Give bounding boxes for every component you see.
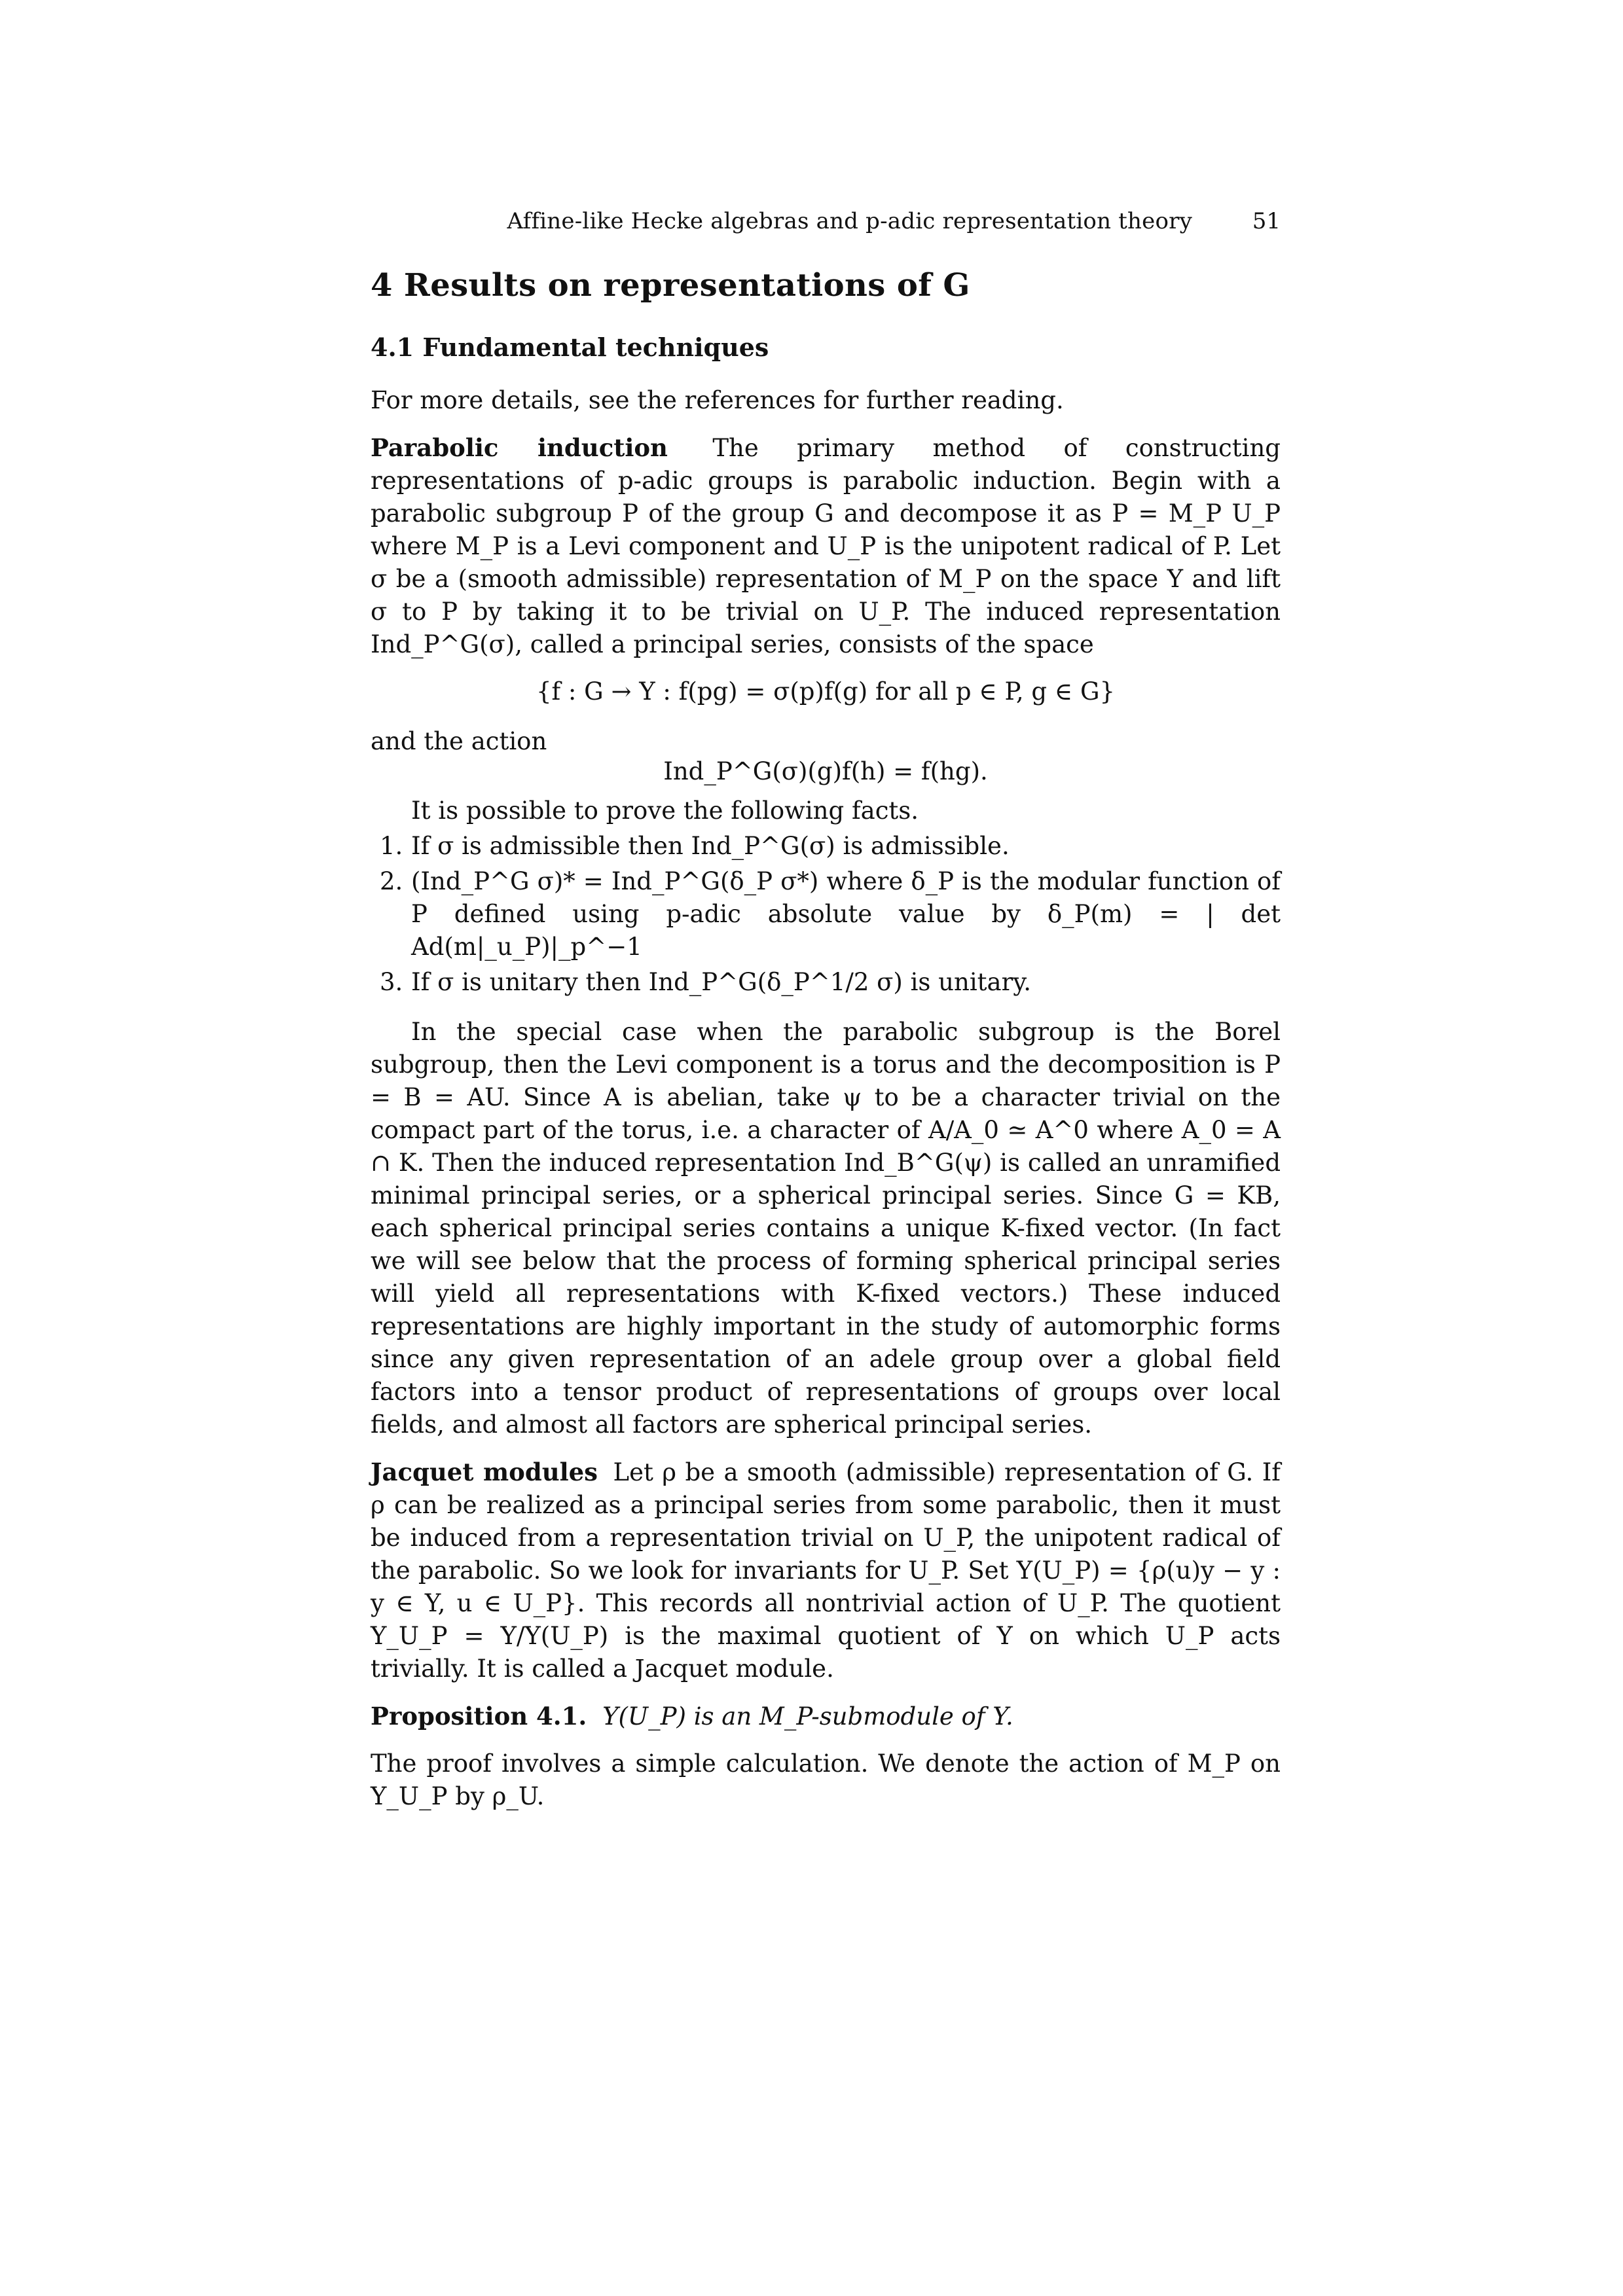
display-equation-action: Ind_P^G(σ)(g)f(h) = f(hg). <box>663 757 988 785</box>
list-item-text: (Ind_P^G σ)* = Ind_P^G(δ_P σ*) where δ_P is the modular function of P defined using p-adic absolute value by δ_P(m) = | det Ad(m|_u_P)|_p^−1 <box>411 867 1281 961</box>
facts-intro: It is possible to prove the following facts. <box>411 797 919 825</box>
list-item-number: 3. <box>380 968 403 996</box>
list-item-number: 2. <box>380 867 403 895</box>
jacquet-text: Let ρ be a smooth (admissible) representation of G. If ρ can be realized as a principal series from some parabolic, then it must be induced from a representation trivial on U_P, the unipotent radical of the parabolic. So we look for invariants for U_P. Set Y(U_P) = {ρ(u)y − y : y ∈ Y, u ∈ U_P}. This records all nontrivial action of U_P. The quotient Y_U_P = Y/Y(U_P) is the maximal quotient of Y on which U_P acts trivially. It is called a Jacquet module. <box>371 1458 1281 1683</box>
intro-paragraph: For more details, see the references for further reading. <box>371 386 1064 414</box>
running-head <box>371 203 1281 242</box>
list-item <box>371 830 1281 863</box>
list-item-text: If σ is unitary then Ind_P^G(δ_P^1/2 σ) is unitary. <box>411 968 1032 996</box>
page-number: 51 <box>1252 208 1281 234</box>
parabolic-text: The primary method of constructing representations of p-adic groups is parabolic induction. Begin with a parabolic subgroup P of the group G and decompose it as P = M_P U_P where M_P is a Levi component and U_P is the unipotent radical of P. Let σ be a (smooth admissible) representation of M_P on the space Y and lift σ to P by taking it to be trivial on U_P. The induced representation Ind_P^G(σ), called a principal series, consists of the space <box>371 434 1281 658</box>
list-item-number: 1. <box>380 832 403 860</box>
parabolic-paragraph <box>371 431 1281 661</box>
proposition-label: Proposition 4.1. <box>371 1702 587 1731</box>
parabolic-heading: Parabolic induction <box>371 433 668 462</box>
proposition <box>371 1700 1281 1733</box>
special-case-paragraph: In the special case when the parabolic subgroup is the Borel subgroup, then the Levi component is a torus and the decomposition is P = B = AU. Since A is abelian, take ψ to be a character trivial on the compact part of the torus, i.e. a character of A/A_0 ≃ A^0 where A_0 = A ∩ K. Then the induced representation Ind_B^G(ψ) is called an unramified minimal principal series, or a spherical principal series. Since G = KB, each spherical principal series contains a unique K-fixed vector. (In fact we will see below that the process of forming spherical principal series will yield all representations with K-fixed vectors.) These induced representations are highly important in the study of automorphic forms since any given representation of an adele group over a global field factors into a tensor product of representations of groups over local fields, and almost all factors are spherical principal series. <box>371 1018 1281 1439</box>
subsection-title: 4.1 Fundamental techniques <box>371 332 769 362</box>
list-item <box>371 865 1281 963</box>
display-equation-space: {f : G → Y : f(pg) = σ(p)f(g) for all p ∈ P, g ∈ G} <box>536 677 1116 706</box>
running-title: Affine-like Hecke algebras and p-adic representation theory <box>507 208 1192 234</box>
and-action-line: and the action <box>371 727 547 755</box>
facts-list <box>371 830 1281 999</box>
closing-paragraph: The proof involves a simple calculation. We denote the action of M_P on Y_U_P by ρ_U. <box>371 1749 1281 1810</box>
list-item-text: If σ is admissible then Ind_P^G(σ) is admissible. <box>411 832 1010 860</box>
jacquet-heading: Jacquet modules <box>371 1458 598 1486</box>
proposition-statement: Y(U_P) is an M_P-submodule of Y. <box>602 1702 1013 1731</box>
section-title: 4 Results on representations of G <box>371 267 970 304</box>
paper-page <box>371 203 1281 1827</box>
list-item <box>371 966 1281 999</box>
jacquet-paragraph <box>371 1456 1281 1685</box>
